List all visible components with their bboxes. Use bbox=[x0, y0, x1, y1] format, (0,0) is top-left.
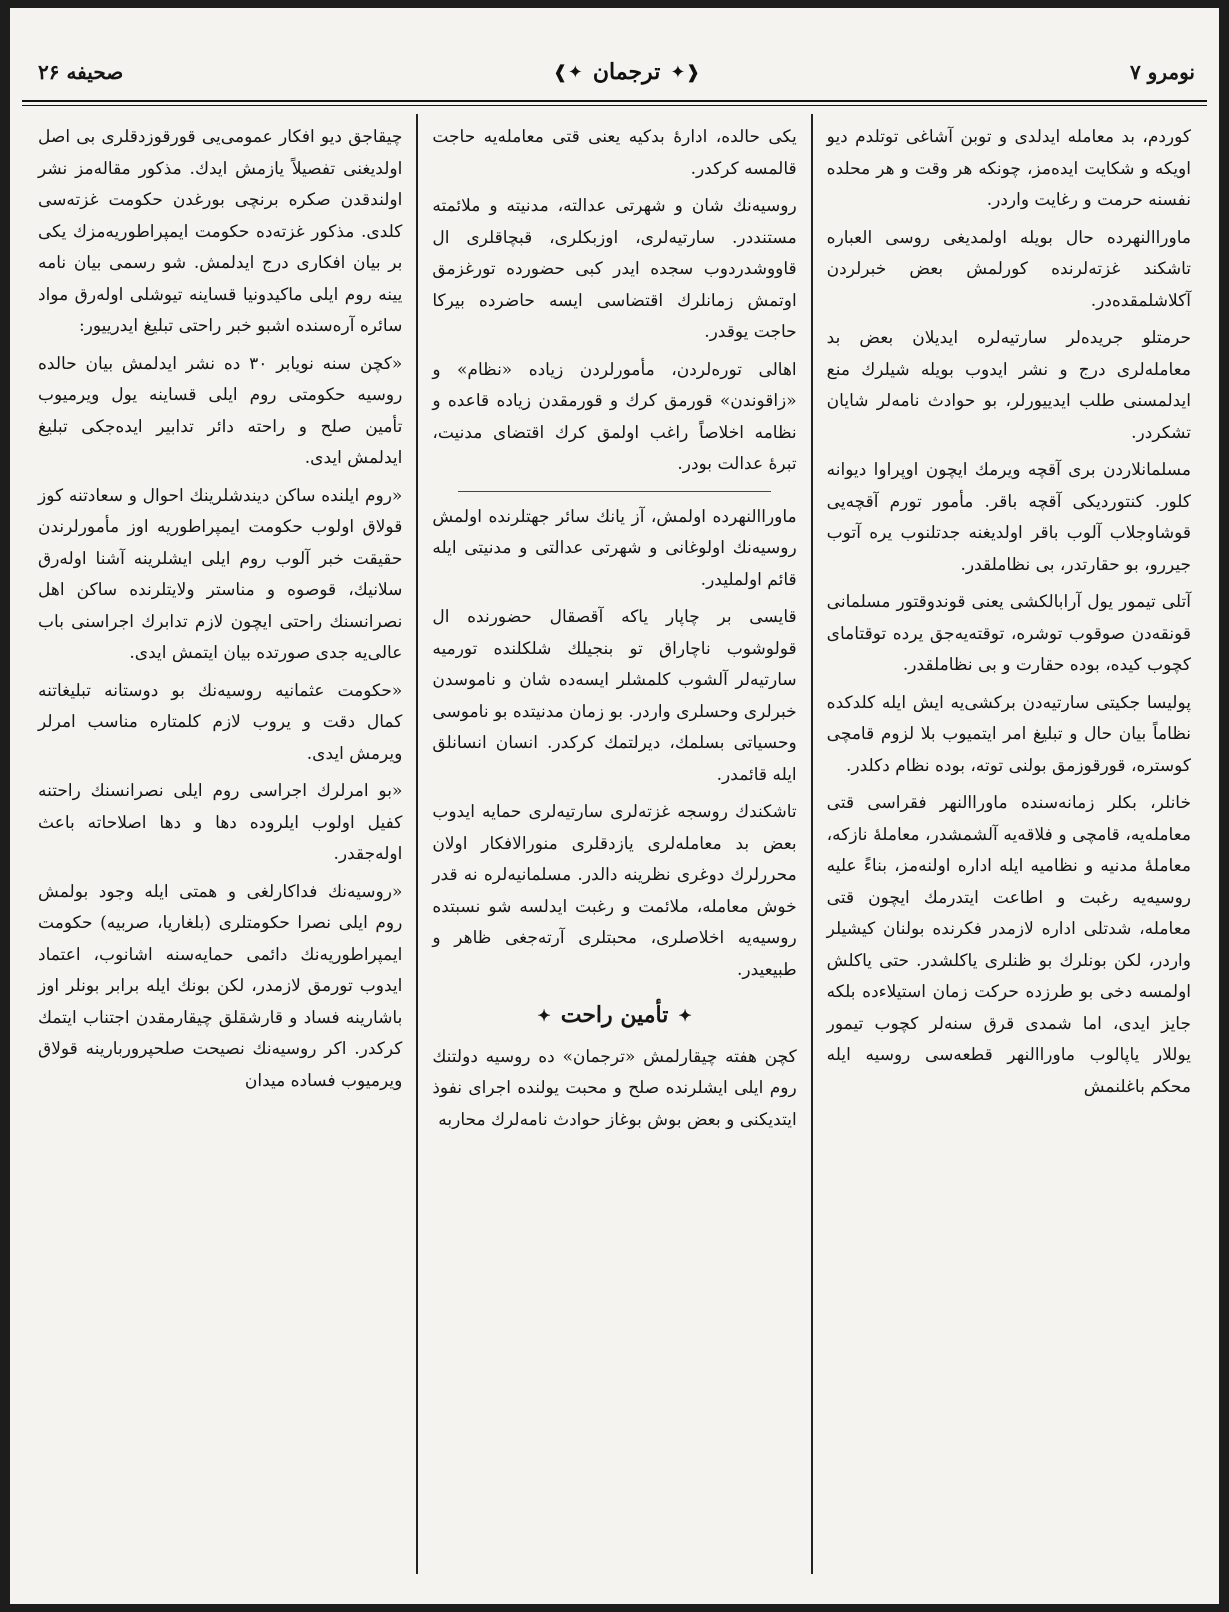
paragraph: «بو امرلرك اجراسی روم ایلی نصرانسنك راحتنه کفیل اولوب ایلروده دها و دها اصلاحاته باعث اوله‌جقدر. bbox=[38, 781, 403, 864]
column-left bbox=[24, 114, 418, 1574]
paragraph: تاشکندك روسجه غزته‌لری سارتیه‌لری حمایه ایدوب بعض بد معامله‌لری یازدقلری منورالافکار اولان محررلرك دوغری نظرینه دالدر. مسلمانیه‌لره نه قدر خوش معامله، ملائمت و رغبت ایدلسه شو نسبتده روسیه‌یه اخلاصلری، محبتلری آرته‌جغی ظاهر و طبیعیدر. bbox=[432, 802, 797, 980]
header-rule bbox=[22, 100, 1207, 102]
newspaper-page bbox=[10, 8, 1219, 1604]
paragraph: حرمتلو جریده‌لر سارتیه‌لره ایدیلان بعض بد معامله‌لری درج و نشر ایدوب بویله شیلرك منع ایدلمسنی طلب ایدییورلر، بو حوادث نامه‌لر شایان تشکردر. bbox=[826, 328, 1191, 443]
paragraph: «حکومت عثمانیه روسیه‌نك بو دوستانه تبلیغاتنه کمال دقت و یروب لازم کلمتاره مناسب امرلر ویرمش ایدی. bbox=[38, 680, 403, 764]
paragraph: قایسی بر چاپار یاکه آقصقال حضورنده ال قولوشوب ناچاراق تو بنجیلك شلکلنده تورمیه سارتیه‌لر آلشوب کلمشلر ایسه‌ده شان و ناموسدن خبرلری وحسلری واردر. بو زمان مدنیتده بو ناموسی وحسیاتی بسلمك، دیرلتمك کرکدر. انسان انسانلق ایله قائمدر. bbox=[432, 607, 797, 785]
paragraph: «روم ایلنده ساکن دیندشلرینك احوال و سعادتنه کوز قولاق اولوب حکومت ایمپراطوریه اوز مأمورلرندن حقیقت خبر آلوب روم ایلی ایشلرینه آشنا اوله‌رق سلانیك، قوصوه و مناستر ولایتلرنده ساکن اهل نصرانسنك راحتی ایچون لازم تدابرك اجراسنی باب عالی‌یه جدی صورتده بیان ایتمش ایدی. bbox=[38, 485, 403, 663]
paragraph: چیقاجق دیو افکار عمومی‌یی قورقوزدقلری بی اصل اولدیغنی تفصیلاً یازمش ایدك. مذکور مقاله‌مز نشر اولندقدن صکره برنچی بورغدن حکومت غزته‌سی کلدی. مذکور غزته‌ده حکومت ایمپراطوریه‌مزك یکی بر بیان افکاری درج ایدلمش. شو رسمی بیان نامه یینه روم ایلی ماکیدونیا قساینه تیوشلی اولەرق مواد سائره آره‌سنده اشبو خبر راحتی تبلیغ ایدرییور: bbox=[38, 127, 403, 336]
paragraph: پولیسا جکیتی سارتیه‌دن برکشی‌یه ایش ایله کلدکده نظاماً بیان حال و تبلیغ امر ایتمیوب بلا لزوم قامچی کوسترە، قورقوزمق بولنی توته، بوده نظام دکلدر. bbox=[826, 692, 1191, 776]
header-rule-thin bbox=[22, 105, 1207, 106]
section-heading bbox=[432, 1000, 796, 1032]
page-header bbox=[28, 44, 1201, 100]
paragraph: مسلمانلاردن بری آقچه ویرمك ایچون اوپراوا دیوانه کلور. کنتوردیکی آقچه باقر. مأمور تورم آقچه‌یی قوشاوجلاب آلوب باقر اولدیغنه جدتلنوب یره آتوب جیررو، بو حقارتدر، بی نظاملقدر. bbox=[826, 460, 1191, 575]
column-right bbox=[813, 114, 1205, 1574]
article-divider bbox=[458, 491, 771, 492]
paragraph: یکی حالده، ادارهٔ بدکیه یعنی قتی معامله‌یه حاجت قالمسه کرکدر. bbox=[432, 127, 797, 179]
paragraph: ماوراالنهرده اولمش، آز یانك سائر جهتلرنده اولمش روسیه‌نك اولوغانی و شهرتی عدالتی و مدنیتی ایله قائم اولملیدر. bbox=[432, 506, 797, 590]
section-title: تأمین راحت bbox=[560, 1002, 669, 1028]
issue-number: نومرو ۷ bbox=[1129, 60, 1195, 84]
page-number: صحیفه ۲۶ bbox=[38, 60, 124, 84]
paragraph: روسیه‌نك شان و شهرتی عدالته، مدنیته و ملائمته مستنددر. سارتیه‌لری، اوزبکلری، قبچاقلری ال قاووشدردوب سجده ایدر کبی حضورده تورغزمق اوتمش زمانلرك اقتضاسی ایسه حاضرده بیرکا حاجت یوقدر. bbox=[432, 196, 797, 342]
paragraph: ماوراالنهرده حال بویله اولمدیغی روسی العباره تاشکند غزته‌لرنده کورلمش بعض خبرلردن آکلاشلمقده‌در. bbox=[826, 227, 1191, 311]
masthead-ornament-right-icon: ❰✦ bbox=[670, 61, 701, 83]
newspaper-title: ترجمان bbox=[592, 59, 661, 85]
paragraph: آتلی تیمور یول آرابالکشی یعنی قوندوقتور مسلمانی قونقه‌دن صوقوب توشره، توقته‌یه‌جق یرده توقتامای کچوب کیده، بوده حقارت و بی نظاملقدر. bbox=[826, 592, 1191, 675]
heading-ornament-icon: ✦ bbox=[678, 1006, 692, 1025]
paragraph: «کچن سنه نویابر ۳۰ ده نشر ایدلمش بیان حالده روسیه حکومتی روم ایلی قساینه یول ویرمیوب تأمین صلح و راحته دائر تدابیر ایده‌جکی تبلیغ ایدلمش ایدی. bbox=[38, 353, 403, 468]
paragraph: اهالی توره‌لردن، مأمورلردن زیاده «نظام» و «زاقوندن» قورمق کرك و قورمقدن زیاده قاعده و نظامه اخلاصاً راغب اولمق کرك اقتضای مدنیت، تبرهٔ عدالت بودر. bbox=[432, 359, 797, 474]
masthead-ornament-left-icon: ✦❱ bbox=[552, 61, 583, 83]
paragraph: کچن هفته چیقارلمش «ترجمان» ده روسیه دولتنك روم ایلی ایشلرنده صلح و محبت یولنده اجرای نفوذ ایتدیکنی و بعض بوش بوغاز حوادث نامه‌لرك محاربه bbox=[432, 1046, 797, 1130]
paragraph: «روسیه‌نك فداکارلغی و همتی ایله وجود بولمش روم ایلی نصرا حکومتلری (بلغاریا، صربیه) حکومت ایمپراطوریه‌نك دائمی حمایه‌سنه اشانوب، اعتماد ایدوب تورمق لازمدر، لکن بونك ایله برابر بونلر اوز باشارینه فساد و قارشقلق چیقارمقدن اجتناب ایتمك کرکدر. اکر روسیه‌نك نصیحت صلحپروربارینه قولاق ویرمیوب فساده میدان bbox=[38, 881, 403, 1091]
text-columns bbox=[24, 114, 1205, 1574]
masthead bbox=[553, 59, 701, 85]
column-middle bbox=[418, 114, 812, 1574]
paragraph: خانلر، بکلر زمانه‌سنده ماوراالنهر فقراسی قتی معامله‌یه، قامچی و فلاقه‌یه آلشمشدر، معاملهٔ نازکه، معاملهٔ مدنیه و نظامیه ایله اداره اولنه‌مز، بناءً علیه روسیه‌یه رغبت و اطاعت ایتدرمك ایچون قتی معامله، شدتلی اداره لازمدر فکرنده بولنان کیشیلر واردر، لکن بونلرك بو ظنلری یاکلشدر. حتی یاکلش اولمسه دخی بو طرزده حرکت زمان استیلاءده بلکه جایز ایدی، اما شمدی قرق سنه‌لر کچوب تیمور یوللار یاپالوب ماوراالنهر قطعه‌سی روسیه ایله محکم باغلنمش bbox=[826, 793, 1191, 1097]
heading-ornament-icon: ✦ bbox=[537, 1006, 551, 1025]
paragraph: کوردم، بد معامله ایدلدی و توبن آشاغی توتلدم دیو اویکه و شکایت ایده‌مز، چونکه هر وقت و هر محلده نفسنه حرمت و رغایت واردر. bbox=[826, 127, 1191, 210]
